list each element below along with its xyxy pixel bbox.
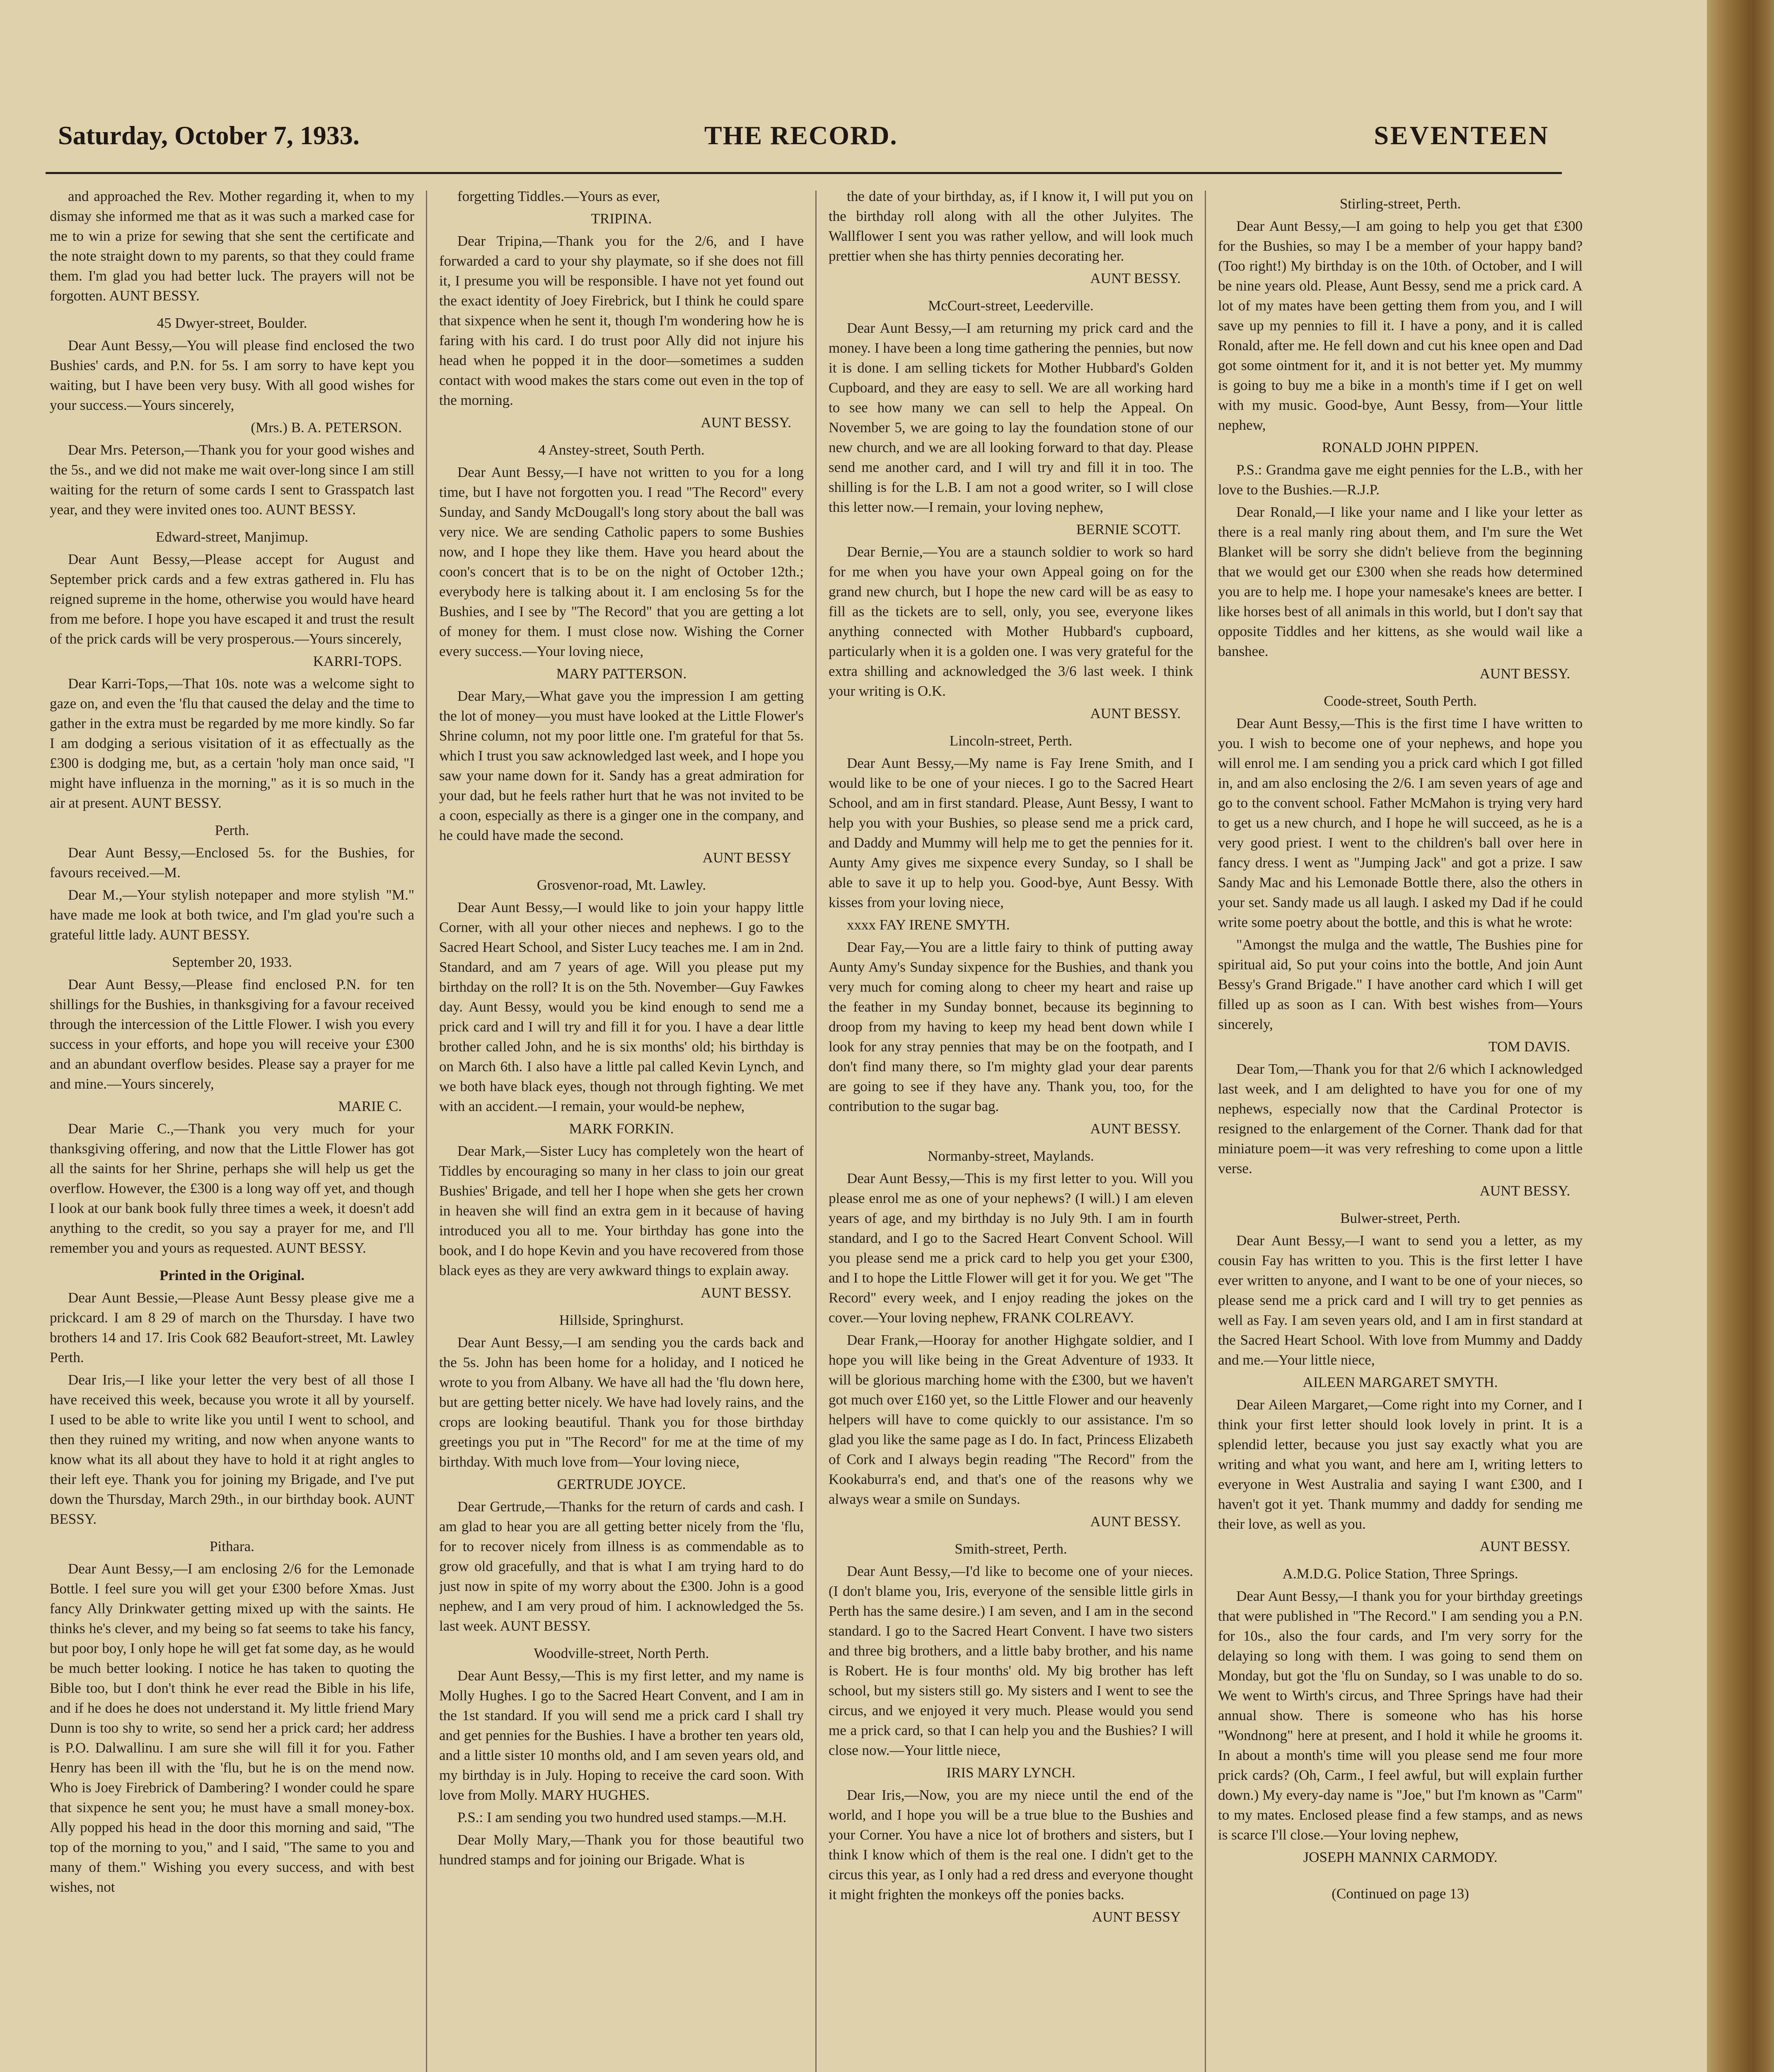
letter-paragraph: Dear Iris,—I like your letter the very best of all those I have received this week, because you wrote it all by yourself. I used to be able to write like you until I went to school, and then they ruined my writing, and now when anyone wants to know what its all about they have to hold it at right angles to their left eye. Thank you for joining my Brigade, and I've put down the Thursday, March 29th., in our birthday book. AUNT BESSY. (50, 1372, 414, 1527)
letter-paragraph: Dear Gertrude,—Thanks for the return of cards and cash. I am glad to hear you are all getting better nicely from the 'flu, for to recover nicely from illness is as commendable as to grow old gracefully, and that is what I am trying hard to do just now in spite of my worry about the £300. John is a good nephew, and I am very proud of him. I acknowledged the 5s. last week. AUNT BESSY. (439, 1498, 804, 1634)
letter-paragraph: Dear Aunt Bessy,—This is my first letter, and my name is Molly Hughes. I go to the Sacred Heart Convent, and I am in the 1st standard. If you will send me a prick card I shall try and get pennies for the Bushies. I have a brother ten years old, and a little sister 10 months old, and I am seven years old, and my birthday is in July. Hoping to receive the card soon. With love from Molly. MARY HUGHES. (439, 1668, 804, 1803)
column-2 (439, 186, 804, 2072)
letter-paragraph: Dear Iris,—Now, you are my niece until the end of the world, and I hope you will be a true blue to the Bushies and your Corner. You have a nice lot of brothers and sisters, but I think I know which of them is the real one. I didn't get to the circus this year, as I only had a red dress and everyone thought it might frighten the monkeys off the ponies backs. (829, 1787, 1193, 1903)
letter-paragraph: Dear Aunt Bessy,—This is the first time I have written to you. I wish to become one of your nephews, and hope you will enrol me. I am sending you a prick card which I got filled in, and am also enclosing the 2/6. I am seven years of age and go to the convent school. Father McMahon is trying very hard to get us a new church, and I hope he will succeed, as he is a very good priest. I went to the children's ball over here in fancy dress. I went as "Jumping Jack" and got a prize. I saw Sandy Mac and his Lemonade Bottle there, also the others in your set. Sandy made us all laugh. I asked my Dad if he could write some poetry about the bottle, and this is what he wrote: (1218, 715, 1583, 930)
signature: MARY PATTERSON. (556, 666, 687, 682)
letter-paragraph: Dear Tom,—Thank you for that 2/6 which I acknowledged last week, and I am delighted to have you for one of my nephews, especially now that the Cardinal Protector is resigned to the enlargement of the Corner. Thank dad for that miniature poem—it was very refreshing to come upon a little verse. (1218, 1061, 1583, 1176)
signature: AUNT BESSY. (1090, 1513, 1181, 1530)
letter-address: Woodville-street, North Perth. (534, 1645, 709, 1661)
letter-address: Pithara. (210, 1538, 254, 1554)
signature: AUNT BESSY. (701, 1285, 791, 1301)
letter-address: Coode-street, South Perth. (1324, 693, 1477, 709)
letter-paragraph: Dear Aunt Bessy,—Please find enclosed P.N. for ten shillings for the Bushies, in thanksgiving for a favour received through the intercession of the Little Flower. I wish you every success in your efforts, and hope you will receive your £300 and an abundant overflow besides. Please say a prayer for me and mine.—Yours sincerely, (50, 976, 414, 1092)
letter-address: Grosvenor-road, Mt. Lawley. (537, 877, 706, 893)
letter-address: Normanby-street, Maylands. (928, 1148, 1094, 1164)
letter-paragraph: Dear Fay,—You are a little fairy to think of putting away Aunty Amy's Sunday sixpence for the Bushies, and thank you very much for coming along to cheer my heart and raise up the feather in my Sunday bonnet, because its beginning to droop from my having to keep my head bent down while I look for any stray pennies that may be on the footpath, and I don't find many there, so I'm mighty glad your dear parents are going to see if they have any. Thank you, too, for the contribution to the sugar bag. (829, 939, 1193, 1114)
letter-paragraph: Dear Aunt Bessie,—Please Aunt Bessy please give me a prickcard. I am 8 29 of march on the Thursday. I have two brothers 14 and 17. Iris Cook 682 Beaufort-street, Mt. Lawley Perth. (50, 1290, 414, 1365)
letter-paragraph: Dear Marie C.,—Thank you very much for your thanksgiving offering, and now that the Little Flower has got all the saints for her Shrine, perhaps she will help us get the overflow. However, the £300 is a long way off yet, and though I look at our bank book fully three times a week, it doesn't add anything to the credit, so you say a prayer for me, and I'll remember you and yours as requested. AUNT BESSY. (50, 1121, 414, 1256)
letter-address: 45 Dwyer-street, Boulder. (157, 315, 307, 331)
letter-address: Perth. (215, 822, 249, 838)
letter-paragraph: xxxx FAY IRENE SMYTH. (847, 917, 1010, 933)
letter-paragraph: and approached the Rev. Mother regarding it, when to my dismay she informed me that as it was such a marked case for me to win a prize for sewing that she sent the certificate and the note straight down to my parents, so that they could frame them. I'm glad you had better luck. The prayers will not be forgotten. AUNT BESSY. (50, 188, 414, 304)
signature: BERNIE SCOTT. (1076, 521, 1181, 537)
page-header (58, 120, 1549, 157)
letter-paragraph: Dear Aunt Bessy,—My name is Fay Irene Smith, and I would like to be one of your nieces. I go to the Sacred Heart School, and am in first standard. Please, Aunt Bessy, I want to help you with your Bushies, so please send me a prick card, and Daddy and Mummy will help me to get the pennies for it. Aunty Amy gives me sixpence every Sunday, so I shall be able to save it up to help you. Good-bye, Aunt Bessy. With kisses from your loving niece, (829, 755, 1193, 910)
letter-paragraph: Dear Mark,—Sister Lucy has completely won the heart of Tiddles by encouraging so many in her class to join our great Bushies' Brigade, and tell her I hope when she gets her crown in heaven she will find an extra gem in it because of having introduced you all to me. Your birthday has gone into the book, and I do hope Kevin and you have recovered from those black eyes as they are very awkward things to explain away. (439, 1143, 804, 1278)
letter-paragraph: P.S.: Grandma gave me eight pennies for the L.B., with her love to the Bushies.—R.J.P. (1218, 462, 1583, 498)
column-3 (829, 186, 1193, 2072)
letter-address: Bulwer-street, Perth. (1340, 1210, 1460, 1226)
signature: AUNT BESSY (702, 850, 791, 866)
column-divider (426, 191, 427, 2072)
signature: MARK FORKIN. (569, 1121, 674, 1137)
letter-paragraph: Dear Mary,—What gave you the impression I am getting the lot of money—you must have looked at the Little Flower's Shrine column, not my poor little one. I'm grateful for that 5s. which I trust you saw acknowledged last week, and I hope you saw your name down for it. Sandy has a great admiration for your dad, but he feels rather hurt that he was not invited to be a coon, especially as there is a ginger one in the company, and he could have made the second. (439, 688, 804, 843)
column-divider (1205, 191, 1206, 2072)
letter-address: Lincoln-street, Perth. (949, 733, 1073, 749)
signature: GERTRUDE JOYCE. (557, 1476, 686, 1492)
signature: KARRI-TOPS. (313, 653, 402, 669)
letter-paragraph: Dear Aunt Bessy,—I am sending you the cards back and the 5s. John has been home for a holiday, and I noticed he wrote to you from Albany. We have all had the 'flu down here, but are getting better nicely. We have had lovely rains, and the crops are looking beautiful. Thank you for those birthday greetings you put in "The Record" for me at the time of my birthday. With much love from—Your loving niece, (439, 1334, 804, 1470)
column-4 (1218, 186, 1583, 2072)
signature: (Mrs.) B. A. PETERSON. (251, 419, 402, 436)
signature: AUNT BESSY (1092, 1909, 1181, 1925)
letter-paragraph: Dear Aunt Bessy,—Please accept for August and September prick cards and a few extras gathered in. Flu has reigned supreme in the home, otherwise you would have heard from me before. I hope you have escaped it and trust the result of the prick cards will be very prosperous.—Yours sincerely, (50, 551, 414, 647)
signature: RONALD JOHN PIPPEN. (1322, 439, 1479, 455)
signature: AILEEN MARGARET SMYTH. (1303, 1374, 1498, 1390)
letter-address: 4 Anstey-street, South Perth. (538, 442, 705, 458)
letter-paragraph: Dear Bernie,—You are a staunch soldier to work so hard for me when you have your own Appeal going on for the grand new church, but I hope the new card will be as easy to fill as the tickets are to sell, only, you see, everyone likes anything connected with Mother Hubbard's cupboard, particularly when it is a golden one. I was very grateful for the extra shilling and acknowledged the 3/6 last week. I think your writing is O.K. (829, 544, 1193, 699)
column-divider (815, 191, 817, 2072)
letter-paragraph: P.S.: I am sending you two hundred used stamps.—M.H. (457, 1809, 787, 1825)
letter-paragraph: Dear Aunt Bessy,—I want to send you a letter, as my cousin Fay has written to you. This is the first letter I have ever written to anyone, and I want to be one of your nieces, so please send me a prick card and I will try to get pennies as well as Fay. I am seven years old, and I am in first standard at the Sacred Heart School. With love from Mummy and Daddy and me.—Your little niece, (1218, 1232, 1583, 1368)
letter-paragraph: Dear Karri-Tops,—That 10s. note was a welcome sight to gaze on, and even the 'flu that caused the delay and the time to gather in the extra must be regarded by me more kindly. So far I am dodging a serious visitation of it as effectually as the £300 is dodging me, but, as a certain 'holy man once said, "I might have influenza in the morning," as it is so much in the air at present. AUNT BESSY. (50, 675, 414, 811)
letter-paragraph: Dear Molly Mary,—Thank you for those beautiful two hundred stamps and for joining our Brigade. What is (439, 1832, 804, 1868)
letter-paragraph: Dear Aunt Bessy,—I would like to join your happy little Corner, with all your other nieces and nephews. I go to the Sacred Heart School, and Sister Lucy teaches me. I am in 2nd. Standard, and am 7 years of age. Will you please put my birthday on the roll? It is on the 5th. November—Guy Fawkes day. Aunt Bessy, would you be kind enough to send me a prick card and I will try and fill it for you. I have a dear little brother called John, and he is six months' old; his birthday is on March 6th. I also have a little pal called Kevin Lynch, and we both have black eyes, though not through fighting. We met with an accident.—I remain, your would-be nephew, (439, 899, 804, 1114)
letter-address: Hillside, Springhurst. (559, 1312, 684, 1328)
header-rule (46, 172, 1562, 174)
letter-paragraph: Dear Aunt Bessy,—I am returning my prick card and the money. I have been a long time gathering the pennies, but now it is done. I am selling tickets for Mother Hubbard's Golden Cupboard, and they are easy to sell. We are all working hard to see how many we can sell to help the Appeal. On November 5, we are going to lay the foundation stone of our new church, and we are all looking forward to that day. Please send me another card, and I will try and fill it in too. The shilling is for the L.B. I am not a good writer, so I will close this letter now.—I remain, your loving nephew, (829, 320, 1193, 515)
signature: TRIPINA. (591, 211, 652, 227)
letter-address: McCourt-street, Leederville. (928, 298, 1094, 314)
signature: AUNT BESSY. (1479, 666, 1570, 682)
letter-paragraph: Dear Aunt Bessy,—I have not written to you for a long time, but I have not forgotten you. I read "The Record" every Sunday, and Sandy McDougall's long story about the ball was very nice. We are sending Catholic papers to some Bushies now, and I hope they like them. Have you heard about the coon's concert that is to be on the night of October 12th.; everybody here is talking about it. I am enclosing 5s for the Bushies, and I see by "The Record" that you are getting a lot of money for them. I must close now. Wishing the Corner every success.—Your loving niece, (439, 464, 804, 659)
letter-paragraph: forgetting Tiddles.—Yours as ever, (457, 188, 660, 204)
signature: AUNT BESSY. (1479, 1538, 1570, 1554)
continuation-note: (Continued on page 13) (1332, 1886, 1469, 1902)
column-1 (50, 186, 414, 2072)
signature: AUNT BESSY. (701, 414, 791, 431)
signature: AUNT BESSY. (1090, 1121, 1181, 1137)
letter-paragraph: Dear Aunt Bessy,—I am enclosing 2/6 for the Lemonade Bottle. I feel sure you will get your £300 before Xmas. Just fancy Ally Drinkwater getting mixed up with the saints. He thinks he's clever, and my being so fat seems to take his fancy, but poor boy, I only hope he will get fat some day, as he would be much better looking. I notice he has taken to quoting the Bible too, but I don't think he ever read the Bible in his life, and if he does he does not understand it. My little friend Mary Dunn is too shy to write, so send her a prick card; her address is P.O. Dalwallinu. I am sure she will fill it for you. Father Henry has been ill with the 'flu, but he is on the mend now. Who is Joey Firebrick of Dambering? I wonder could he spare that sixpence he sent you; he must have a small money-box. Ally popped his head in the door this morning and said, "The top of the morning to you," and I said, "The same to you and many of them." Wishing you every success, and with best wishes, not (50, 1561, 414, 1895)
book-binding (1707, 0, 1774, 2072)
signature: AUNT BESSY. (1090, 705, 1181, 721)
letter-paragraph: Dear Mrs. Peterson,—Thank you for your good wishes and the 5s., and we did not make me wait over-long since I am still waiting for the return of some cards I sent to Grasspatch last year, and they were invited ones too. AUNT BESSY. (50, 442, 414, 518)
letter-paragraph: Dear Aunt Bessy,—You will please find enclosed the two Bushies' cards, and P.N. for 5s. I am sorry to have kept you waiting, but I have been very busy. With all good wishes for your success.—Yours sincerely, (50, 337, 414, 413)
letter-address: Smith-street, Perth. (955, 1541, 1067, 1557)
header-page-number: SEVENTEEN (1374, 121, 1549, 150)
letter-address: September 20, 1933. (172, 954, 292, 970)
letter-paragraph: Dear Frank,—Hooray for another Highgate soldier, and I hope you will like being in the Great Adventure of 1933. It will be glorious marching home with the £300, but we haven't got much over £160 yet, so the Little Flower and our heavenly helpers will have to come quickly to our assistance. I'm so glad you like the same page as I do. In fact, Princess Elizabeth of Cork and I always begin reading "The Record" from the Kookaburra's end, and that's one of the reasons why we always wear a smile on Sundays. (829, 1332, 1193, 1507)
signature: AUNT BESSY. (1479, 1183, 1570, 1199)
letter-address: A.M.D.G. Police Station, Three Springs. (1282, 1566, 1518, 1582)
letter-paragraph: Dear Tripina,—Thank you for the 2/6, and I have forwarded a card to your shy playmate, so if she does not fill it, I presume you will be responsible. I have not yet found out the exact identity of Joey Firebrick, but I think he could spare that sixpence when he sent it, though I'm wondering how he is faring with his card. I do trust poor Ally did not injure his head when he popped it in the door—sometimes a sudden contact with wood makes the stars come out even in the top of the morning. (439, 233, 804, 408)
subheading: Printed in the Original. (160, 1267, 305, 1283)
letter-address: Edward-street, Manjimup. (155, 529, 309, 545)
header-date: Saturday, October 7, 1933. (58, 121, 360, 150)
signature: IRIS MARY LYNCH. (946, 1765, 1076, 1781)
letter-paragraph: Dear Aunt Bessy,—I thank you for your birthday greetings that were published in "The Record." I am sending you a P.N. for 10s., also the four cards, and I'm very sorry for the delaying so long with them. I was going to send them on Monday, but got the 'flu on Sunday, so I was unable to do so. We went to Wirth's circus, and Three Springs have had their annual show. There is someone who has his horse "Wondnong" here at present, and I hold it while he grooms it. In about a month's time will you please send me four more prick cards? (Oh, Carm., I feel awful, but will explain further down.) My every-day name is "Joe," but I'm known as "Carm" to my mates. Enclosed please find a few stamps, and as news is scarce I'll close.—Your loving nephew, (1218, 1588, 1583, 1843)
letter-paragraph: Dear Aunt Bessy,—I'd like to become one of your nieces. (I don't blame you, Iris, everyone of the sensible little girls in Perth has the same desire.) I am seven, and I am in the second standard. I go to the Sacred Heart Convent. I have two sisters and three big brothers, and a little baby brother, and his name is Robert. He is four months' old. My big brother has left school, but my sisters still go. My sisters and I went to see the circus, and we enjoyed it very much. Please would you send me a prick card, so that I can help you and the Bushies? I will close now.—Your little niece, (829, 1563, 1193, 1758)
signature: JOSEPH MANNIX CARMODY. (1303, 1849, 1498, 1865)
letter-paragraph: Dear Aunt Bessy,—I am going to help you get that £300 for the Bushies, so may I be a member of your happy band? (Too right!) My birthday is on the 10th. of October, and I will be nine years old. Please, Aunt Bessy, send me a prick card. A lot of my mates have been getting them from you, and I will save up my pennies to fill it. I have a pony, and it is called Ronald, after me. He fell down and cut his knee open and Dad got some ointment for it, and it is not better yet. My mummy is going to buy me a bike in a month's time if I get on well with my music. Good-bye, Aunt Bessy, from—Your little nephew, (1218, 218, 1583, 433)
letter-paragraph: Dear Aunt Bessy,—Enclosed 5s. for the Bushies, for favours received.—M. (50, 845, 414, 881)
letter-address: Stirling-street, Perth. (1339, 196, 1461, 212)
signature: MARIE C. (338, 1098, 402, 1114)
letter-paragraph: Dear M.,—Your stylish notepaper and more stylish "M." have made me look at both twice, and I'm glad you're such a grateful little lady. AUNT BESSY. (50, 887, 414, 943)
letter-paragraph: Dear Aileen Margaret,—Come right into my Corner, and I think your first letter should look lovely in print. It is a splendid letter, because you just say exactly what you are writing and what you want, and here am I, writing letters to everyone in West Australia and saying I want £300, and I haven't got it yet. Thank mummy and daddy for sending me their love, as well as you. (1218, 1397, 1583, 1532)
header-title: THE RECORD. (704, 121, 898, 150)
letter-paragraph: "Amongst the mulga and the wattle, The Bushies pine for spiritual aid, So put your coins into the bottle, And join Aunt Bessy's Grand Brigade." I have another card which I will get filled up as soon as I can. With best wishes from—Yours sincerely, (1218, 937, 1583, 1032)
letter-paragraph: Dear Ronald,—I like your name and I like your letter as there is a real manly ring about them, and I'm sure the Wet Blanket will be sorry she didn't believe from the beginning that we would get our £300 when she reads how determined you are to help me. I hope your namesake's knees are better. I like horses best of all animals in this world, but I don't say that opposite Tiddles and her kittens, as she would wail like a banshee. (1218, 504, 1583, 659)
letter-paragraph: Dear Aunt Bessy,—This is my first letter to you. Will you please enrol me as one of your nephews? (I will.) I am eleven years of age, and my birthday is no July 9th. I am in fourth standard, and I go to the Sacred Heart Convent School. Will you please send me a prick card to help you get your £300, and I to hope the Little Flower will get it for you. We get "The Record" every week, and I enjoy reading the jokes on the cover.—Your loving nephew, FRANK COLREAVY. (829, 1170, 1193, 1326)
signature: AUNT BESSY. (1090, 270, 1181, 286)
letter-paragraph: the date of your birthday, as, if I know it, I will put you on the birthday roll along with all the other Julyites. The Wallflower I sent you was rather yellow, and will look much prettier when she has thirty pennies decorating her. (829, 188, 1193, 264)
signature: TOM DAVIS. (1488, 1038, 1570, 1055)
